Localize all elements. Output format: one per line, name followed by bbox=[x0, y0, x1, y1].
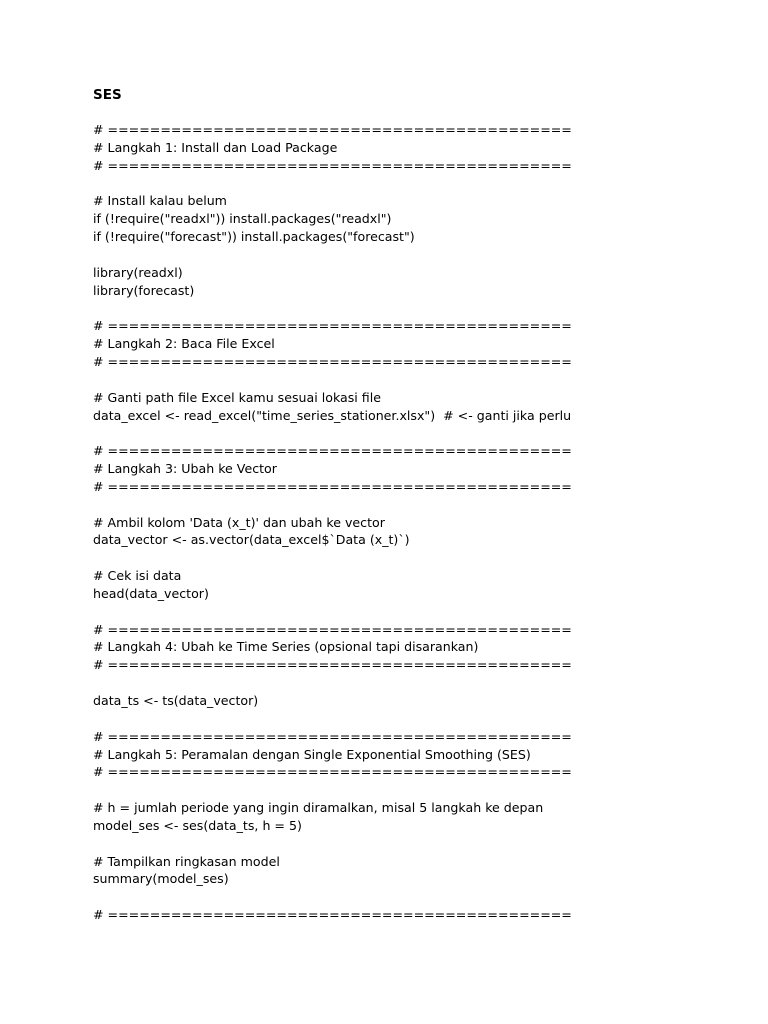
code-line: # Langkah 5: Peramalan dengan Single Exponential Smoothing (SES) bbox=[93, 746, 531, 762]
code-line bbox=[93, 781, 753, 799]
code-line bbox=[93, 496, 753, 514]
code-line: # Langkah 1: Install dan Load Package bbox=[93, 139, 338, 155]
code-line: head(data_vector) bbox=[93, 585, 209, 601]
code-line: # Tampilkan ringkasan model bbox=[93, 853, 280, 869]
code-line: # Ambil kolom 'Data (x_t)' dan ubah ke vector bbox=[93, 514, 385, 530]
code-body bbox=[93, 121, 753, 924]
code-line bbox=[93, 549, 753, 567]
code-line: # h = jumlah periode yang ingin diramalkan, misal 5 langkah ke depan bbox=[93, 800, 544, 816]
code-line: # Langkah 2: Baca File Excel bbox=[93, 336, 275, 352]
code-line: # ============================================ bbox=[93, 478, 572, 494]
code-line: # ============================================ bbox=[93, 122, 572, 137]
code-line: data_vector <- as.vector(data_excel$`Data (x_t)`) bbox=[93, 532, 410, 548]
document-title: SES bbox=[93, 87, 122, 103]
code-line bbox=[93, 888, 753, 906]
code-line bbox=[93, 246, 753, 264]
code-line: # ============================================ bbox=[93, 353, 572, 369]
code-line: # Cek isi data bbox=[93, 568, 182, 584]
code-line: library(forecast) bbox=[93, 282, 195, 298]
code-line bbox=[93, 299, 753, 317]
code-line: # ============================================ bbox=[93, 907, 572, 923]
code-line: # Install kalau belum bbox=[93, 193, 227, 209]
code-line: # Langkah 3: Ubah ke Vector bbox=[93, 461, 277, 477]
code-line: data_ts <- ts(data_vector) bbox=[93, 693, 259, 708]
code-line: data_excel <- read_excel("time_series_stationer.xlsx") # <- ganti jika perlu bbox=[93, 407, 572, 423]
code-line: # ============================================ bbox=[93, 764, 572, 780]
code-line bbox=[93, 424, 753, 442]
code-line: # Langkah 4: Ubah ke Time Series (opsional tapi disarankan) bbox=[93, 639, 479, 655]
document-page bbox=[93, 86, 753, 924]
code-line bbox=[93, 603, 753, 621]
code-line bbox=[93, 175, 753, 193]
code-line bbox=[93, 674, 753, 692]
code-line: # ============================================ bbox=[93, 728, 572, 744]
code-line: model_ses <- ses(data_ts, h = 5) bbox=[93, 817, 302, 833]
code-line: library(readxl) bbox=[93, 264, 183, 280]
code-line: # ============================================ bbox=[93, 657, 572, 673]
code-line: # ============================================ bbox=[93, 621, 572, 637]
code-line bbox=[93, 710, 753, 728]
code-line bbox=[93, 371, 753, 389]
code-line: # ============================================ bbox=[93, 318, 572, 334]
code-line: if (!require("forecast")) install.packages("forecast") bbox=[93, 229, 415, 245]
code-line: # Ganti path file Excel kamu sesuai lokasi file bbox=[93, 389, 381, 405]
code-line: if (!require("readxl")) install.packages("readxl") bbox=[93, 211, 392, 227]
code-line: summary(model_ses) bbox=[93, 871, 229, 887]
code-line: # ============================================ bbox=[93, 443, 572, 459]
code-line bbox=[93, 835, 753, 853]
code-line: # ============================================ bbox=[93, 157, 572, 173]
